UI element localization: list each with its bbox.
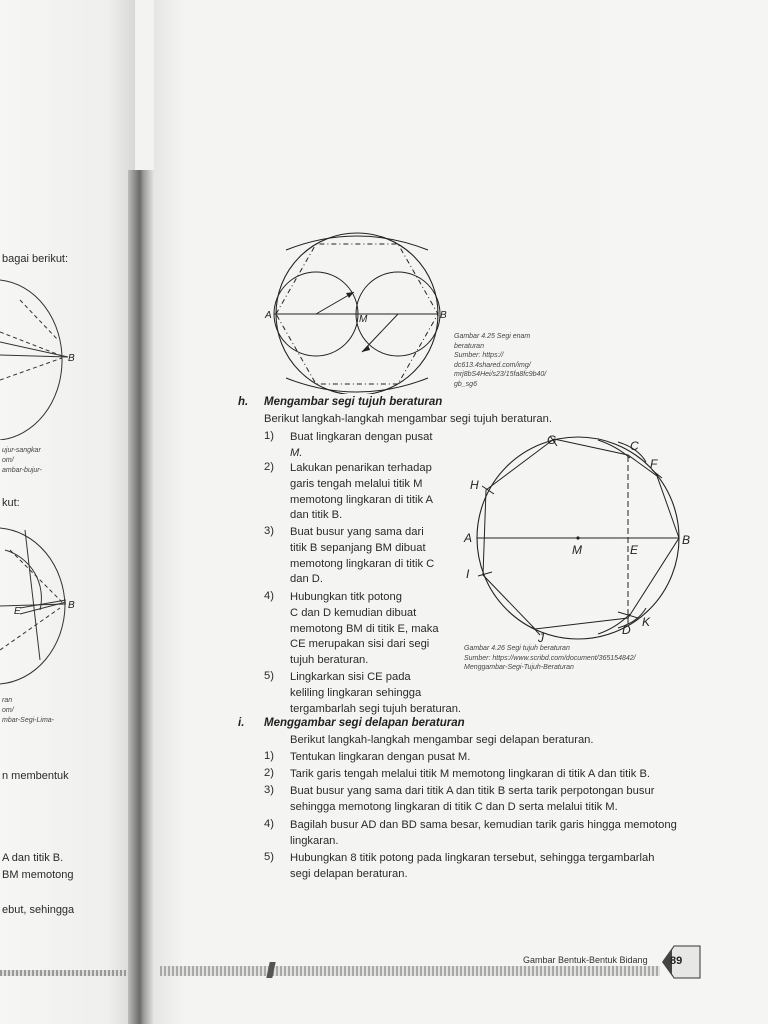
step-number: 4) <box>264 818 274 830</box>
label-A: A <box>464 531 473 545</box>
step-number: 4) <box>264 590 274 602</box>
label-H: H <box>470 478 479 492</box>
step-text: Buat lingkaran dengan pusat M. <box>290 431 433 459</box>
label-A: A <box>265 310 272 321</box>
step-number: 1) <box>264 430 274 442</box>
step-number: 1) <box>264 750 274 762</box>
label-C: C <box>630 439 639 453</box>
section-intro: Berikut langkah-langkah mengambar segi tujuh beraturan. <box>264 413 552 425</box>
book-gutter <box>128 170 154 1024</box>
left-page-text: kut: <box>2 497 20 509</box>
step-number: 2) <box>264 461 274 473</box>
label-M: M <box>359 314 368 325</box>
label-I: I <box>466 567 470 581</box>
page-number: 89 <box>670 955 683 967</box>
step-text: Tentukan lingkaran dengan pusat M. <box>290 751 471 763</box>
label-K: K <box>642 615 651 629</box>
step-text: Buat busur yang sama dari titik A dan titik B serta tarik perpotongan busur sehingga memotong lingkaran di titik C dan D serta melalui titik M. <box>290 785 655 813</box>
section-letter: h. <box>238 396 249 408</box>
step-number: 5) <box>264 670 274 682</box>
step-text: Bagilah busur AD dan BD sama besar, kemudian tarik garis hingga memotong lingkaran. <box>290 819 677 847</box>
label-E: E <box>630 543 639 557</box>
label-B: B <box>682 533 691 547</box>
section-letter: i. <box>238 717 245 729</box>
left-page-text: bagai berikut: <box>2 253 69 265</box>
label-B: B <box>440 310 447 321</box>
label-M: M <box>572 543 582 557</box>
step-text: Lakukan penarikan terhadap garis tengah melalui titik M memotong lingkaran di titik A dan titik B. <box>290 462 434 522</box>
label-G: G <box>547 433 557 447</box>
label-J: J <box>538 631 544 645</box>
section-intro: Berikut langkah-langkah mengambar segi delapan beraturan. <box>290 734 594 746</box>
step-number: 2) <box>264 767 274 779</box>
figure-hexagon <box>262 232 452 394</box>
left-footer-band <box>0 970 135 976</box>
left-figure-caption: ujur-sangkar om/ ambar-bujur- <box>2 447 42 474</box>
figure-heptagon <box>458 428 708 648</box>
step-number: 3) <box>264 784 274 796</box>
step-text: Lingkarkan sisi CE pada keliling lingkaran sehingga tergambarlah segi tujuh beraturan. <box>290 671 462 715</box>
left-figure-square <box>0 270 135 440</box>
left-page-text: ebut, sehingga <box>2 904 75 916</box>
step-number: 5) <box>264 851 274 863</box>
left-figure-pentagon <box>0 510 135 685</box>
step-text: Hubungkan 8 titik potong pada lingkaran tersebut, sehingga tergambarlah segi delapan beraturan. <box>290 852 655 880</box>
footer-title: Gambar Bentuk-Bentuk Bidang <box>523 955 648 965</box>
label-B: B <box>68 600 75 611</box>
section-heading: Menggambar segi delapan beraturan <box>264 717 465 729</box>
left-page-text: A dan titik B. <box>2 852 64 864</box>
step-text: Tarik garis tengah melalui titik M memotong lingkaran di titik A dan titik B. <box>290 768 651 780</box>
left-page <box>0 0 135 1024</box>
label-F: F <box>650 457 658 471</box>
left-page-text: BM memotong <box>2 869 74 881</box>
footer-band <box>160 966 660 976</box>
label-D: D <box>622 623 631 637</box>
left-figure-caption: ran om/ mbar-Segi-Lima- <box>2 697 54 724</box>
label-B: B <box>68 353 75 364</box>
step-text: Hubungkan titk potong C dan D kemudian dibuat memotong BM di titik E, maka CE merupakan sisi dari segi tujuh beraturan. <box>290 591 439 667</box>
figure-caption: Gambar 4.25 Segi enam beraturan Sumber: https:// dc613.4shared.com/img/ mrj8bS4Hei/s23/15fa8fc9b40/ gb_sg6 <box>454 333 547 388</box>
section-heading: Mengambar segi tujuh beraturan <box>264 396 443 408</box>
left-page-text: n membentuk <box>2 770 69 782</box>
step-number: 3) <box>264 525 274 537</box>
label-E: E <box>14 606 21 617</box>
step-text: Buat busur yang sama dari titik B sepanjang BM dibuat memotong lingkaran di titik C dan D. <box>290 526 435 586</box>
figure-caption: Gambar 4.26 Segi tujuh beraturan Sumber: https://www.scribd.com/document/365154842/ Menggambar-Segi-Tujuh-Beraturan <box>464 645 636 672</box>
